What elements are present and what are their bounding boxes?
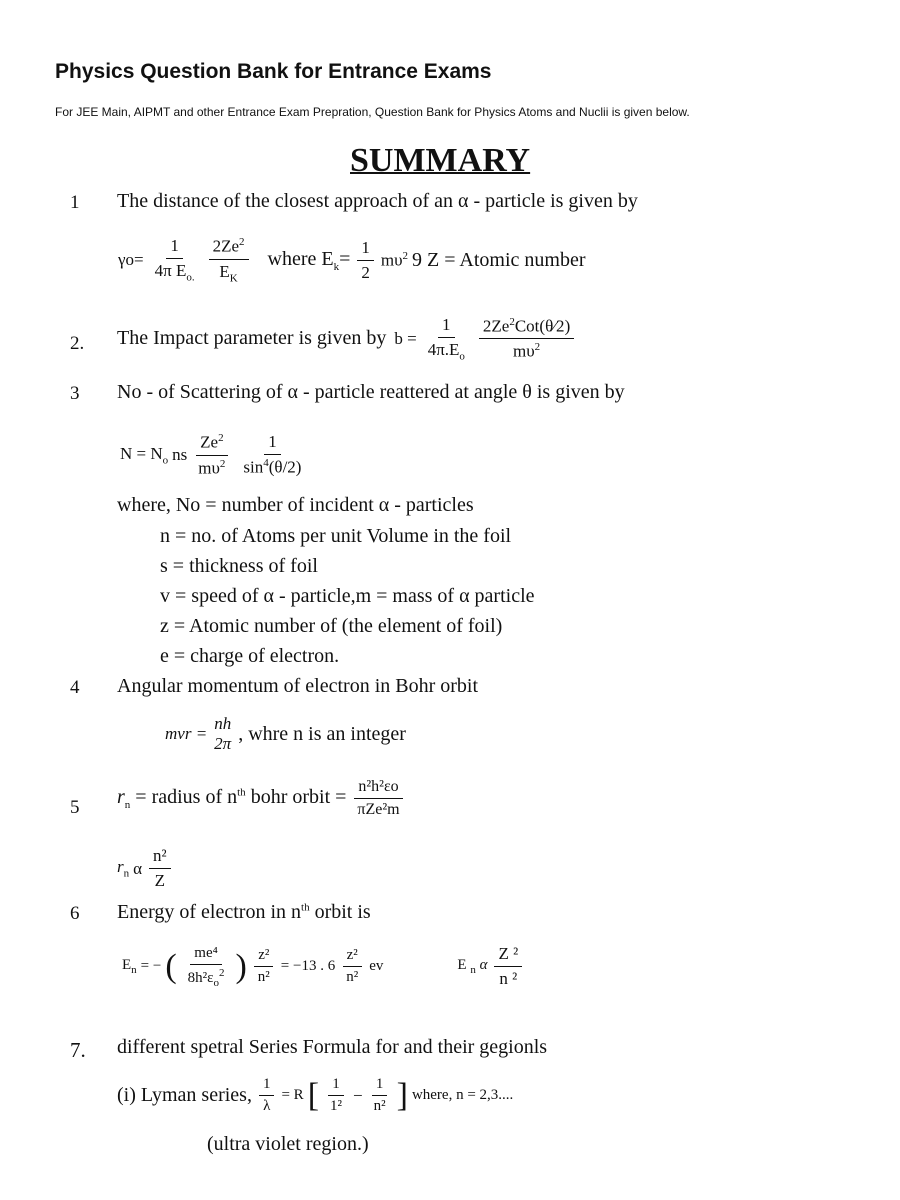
summary-heading: SUMMARY xyxy=(350,142,531,179)
where-line: s = thickness of foil xyxy=(160,555,318,577)
item-number: 6 xyxy=(70,903,80,924)
item-text: different spetral Series Formula for and their gegionls xyxy=(117,1036,548,1058)
formula-radius: $r_n$ = radius of $n^{th}$ bohr orbit = n²h²εo πZe²m xyxy=(117,778,407,819)
region-note: (ultra violet region.) xyxy=(207,1133,369,1155)
formula-part: γo= xyxy=(118,250,144,270)
formula-radius-proportional: $r_n$ α n² Z xyxy=(117,846,174,891)
formula-scattering: $N = N_o$ ns Ze$^2$ $m\upsilon^2$ 1 $\sin^4(\theta/2)$ xyxy=(120,432,302,478)
formula-energy: $E_n$ = − ( me⁴ $8h^2\varepsilon_o^2$ ) $\frac{\text{z²}}{\text{n²}}$ = −13 . 6 z² n² ev E $_n$ α Z ² n ² xyxy=(122,944,525,989)
formula-lyman: (i) Lyman series, $\frac{1}{\lambda}$ = R [ 1 1² − $\frac{1}{\text{n²}}$ ] where, n = 2,3.... xyxy=(117,1076,514,1114)
formula-closest-approach: γo= $\frac{1}{4\pi E_{o.}}$ 2Ze$^2$ $E_K$ where $E_k=$ $\frac{1}{2}$ $m\upsilon^2$ 9 Z = Atomic number xyxy=(118,236,586,285)
item-text: The distance of the closest approach of an α - particle is given by xyxy=(117,190,638,212)
where-line: where, No = number of incident α - particles xyxy=(117,494,474,516)
formula-angular-momentum: mvr = nh 2π , whre n is an integer xyxy=(165,714,406,753)
where-line: n = no. of Atoms per unit Volume in the foil xyxy=(160,525,512,547)
item-number: 2. xyxy=(70,333,85,354)
page-title: Physics Question Bank for Entrance Exams xyxy=(55,60,492,83)
item-number: 5 xyxy=(70,797,80,818)
item-text: Energy of electron in $n^{th}$ orbit is xyxy=(117,901,371,923)
where-line: e = charge of electron. xyxy=(160,645,340,667)
item-number: 4 xyxy=(70,677,80,698)
page-subtitle: For JEE Main, AIPMT and other Entrance Exam Prepration, Question Bank for Physics Atoms and Nuclii is given below. xyxy=(55,105,690,119)
item-number: 7. xyxy=(70,1038,86,1062)
item-text: No - of Scattering of α - particle reattered at angle θ is given by xyxy=(117,381,625,403)
where-line: v = speed of α - particle,m = mass of α particle xyxy=(160,585,535,607)
item-number: 1 xyxy=(70,192,80,213)
item-number: 3 xyxy=(70,383,80,404)
item-text: Angular momentum of electron in Bohr orbit xyxy=(117,675,479,697)
formula-impact-parameter: The Impact parameter is given by b = $\frac{1}{4\pi.E_o}$ 2Ze$^2$Cot(θ⁄2) $m\upsilon^2$ xyxy=(117,315,577,362)
where-line: z = Atomic number of (the element of foil) xyxy=(160,615,503,637)
